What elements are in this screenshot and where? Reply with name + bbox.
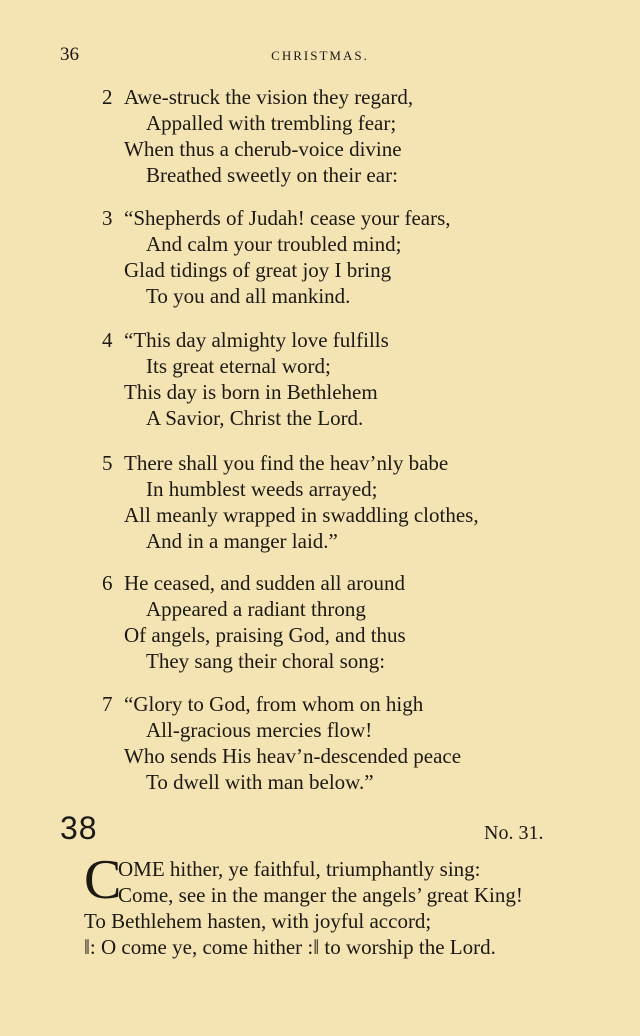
page-number: 36 <box>60 44 79 65</box>
stanza-line: Its great eternal word; <box>146 354 331 378</box>
stanza-line: Of angels, praising God, and thus <box>124 623 406 647</box>
hymn-line: Come, see in the manger the angels’ great King! <box>118 883 523 907</box>
stanza-number: 2 <box>102 85 113 109</box>
stanza-line: Appalled with trembling fear; <box>146 111 397 135</box>
stanza-line: Awe-struck the vision they regard, <box>124 85 414 109</box>
stanza-number: 4 <box>102 328 113 352</box>
stanza-line: To you and all mankind. <box>146 284 351 308</box>
stanza-line: Who sends His heav’n-descended peace <box>124 744 462 768</box>
drop-cap: C <box>84 849 122 911</box>
stanza-line: All meanly wrapped in swaddling clothes, <box>124 503 479 527</box>
stanza-line: “Glory to God, from whom on high <box>124 692 424 716</box>
tune-reference: No. 31. <box>484 822 544 844</box>
stanza-line: They sang their choral song: <box>146 649 386 673</box>
stanza-line: There shall you find the heav’nly babe <box>124 451 449 475</box>
stanza-line: This day is born in Bethlehem <box>124 380 378 404</box>
stanza-line: All-gracious mercies flow! <box>146 718 373 742</box>
stanza-line: Glad tidings of great joy I bring <box>124 258 392 282</box>
stanza-line: And calm your troubled mind; <box>146 232 402 256</box>
stanza-number: 3 <box>102 206 113 230</box>
stanza-line: Appeared a radiant throng <box>146 597 366 621</box>
stanza-line: Breathed sweetly on their ear: <box>146 163 398 187</box>
stanza-line: “This day almighty love fulfills <box>124 328 389 352</box>
stanza-number: 5 <box>102 451 113 475</box>
stanza-line: He ceased, and sudden all around <box>124 571 406 595</box>
stanza-number: 7 <box>102 692 113 716</box>
hymn-line: OME hither, ye faithful, triumphantly sing: <box>118 857 481 881</box>
stanza-line: A Savior, Christ the Lord. <box>146 406 364 430</box>
hymn-number: 38 <box>60 810 98 846</box>
stanza-line: To dwell with man below.” <box>146 770 374 794</box>
hymn-line: ‖: O come ye, come hither :‖ to worship the Lord. <box>84 935 496 959</box>
stanza-line: In humblest weeds arrayed; <box>146 477 378 501</box>
hymn-line: To Bethlehem hasten, with joyful accord; <box>84 909 432 933</box>
stanza-line: When thus a cherub-voice divine <box>124 137 402 161</box>
stanza-line: “Shepherds of Judah! cease your fears, <box>124 206 451 230</box>
stanza-number: 6 <box>102 571 113 595</box>
running-head: CHRISTMAS. <box>271 48 369 63</box>
stanza-line: And in a manger laid.” <box>146 529 338 553</box>
